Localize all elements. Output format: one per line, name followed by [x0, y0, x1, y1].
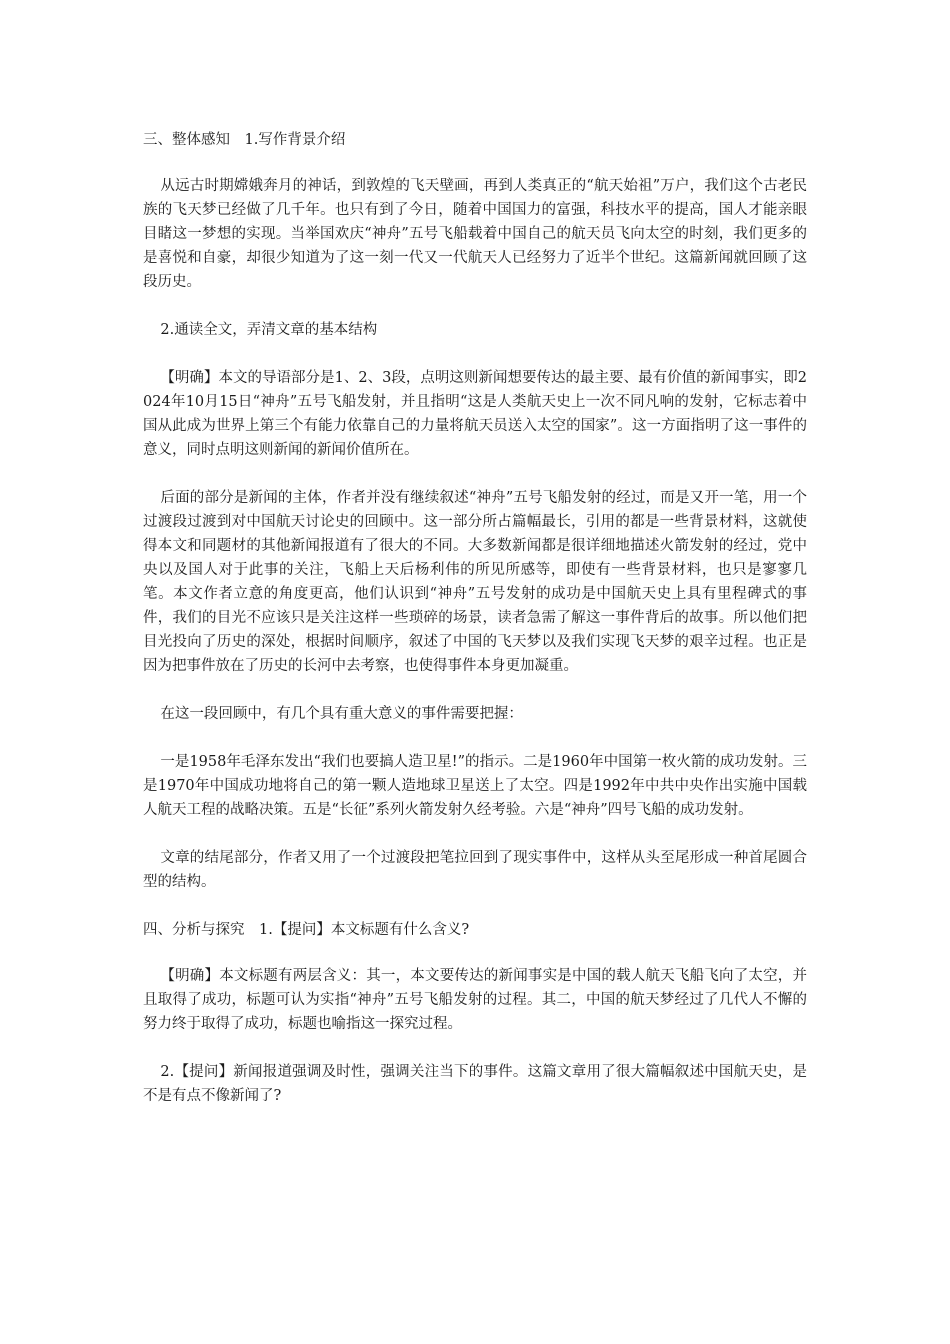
paragraph-question-two: 2.【提问】新闻报道强调及时性，强调关注当下的事件。这篇文章用了很大篇幅叙述中国航天史，是不是有点不像新闻了? — [143, 1064, 807, 1104]
section-heading-overall-perception: 三、整体感知 1.写作背景介绍 — [143, 132, 346, 148]
document-page — [143, 128, 807, 1132]
paragraph-lead-explanation: 【明确】本文的导语部分是1、2、3段，点明这则新闻想要传达的最主要、最有价值的新闻事实，即2024年10月15日“神舟”五号飞船发射，并且指明“这是人类航天史上一次不同凡响的发射，它标志着中国从此成为世界上第三个有能力依靠自己的力量将航天员送入太空的国家”。这一方面指明了这一事件的意义，同时点明这则新闻的新闻价值所在。 — [143, 370, 807, 458]
section-heading-analysis: 四、分析与探究 1.【提问】本文标题有什么含义? — [143, 922, 470, 938]
paragraph-ending-structure: 文章的结尾部分，作者又用了一个过渡段把笔拉回到了现实事件中，这样从头至尾形成一种首尾圆合型的结构。 — [143, 850, 807, 890]
paragraph-writing-background: 从远古时期嫦娥奔月的神话，到敦煌的飞天壁画，再到人类真正的“航天始祖”万户，我们这个古老民族的飞天梦已经做了几千年。也只有到了今日，随着中国国力的富强，科技水平的提高，国人才能亲眼目睹这一梦想的实现。当举国欢庆“神舟”五号飞船载着中国自己的航天员飞向太空的时刻，我们更多的是喜悦和自豪，却很少知道为了这一刻一代又一代航天人已经努力了近半个世纪。这篇新闻就回顾了这段历史。 — [143, 178, 807, 290]
paragraph-news-body: 后面的部分是新闻的主体，作者并没有继续叙述“神舟”五号飞船发射的经过，而是又开一笔，用一个过渡段过渡到对中国航天讨论史的回顾中。这一部分所占篇幅最长，引用的都是一些背景材料，这就使得本文和同题材的其他新闻报道有了很大的不同。大多数新闻都是很详细地描述火箭发射的经过，党中央以及国人对于此事的关注，飞船上天后杨利伟的所见所感等，即使有一些背景材料，也只是寥寥几笔。本文作者立意的角度更高，他们认识到“神舟”五号发射的成功是中国航天史上具有里程碑式的事件，我们的目光不应该只是关注这样一些琐碎的场景，读者急需了解这一事件背后的故事。所以他们把目光投向了历史的深处，根据时间顺序，叙述了中国的飞天梦以及我们实现飞天梦的艰辛过程。也正是因为把事件放在了历史的长河中去考察，也使得事件本身更加凝重。 — [143, 490, 807, 674]
paragraph-title-meaning: 【明确】本文标题有两层含义：其一，本文要传达的新闻事实是中国的载人航天飞船飞向了太空，并且取得了成功，标题可认为实指“神舟”五号飞船发射的过程。其二，中国的航天梦经过了几代人不懈的努力终于取得了成功，标题也喻指这一探究过程。 — [143, 968, 807, 1032]
paragraph-key-events-list: 一是1958年毛泽东发出“我们也要搞人造卫星!”的指示。二是1960年中国第一枚火箭的成功发射。三是1970年中国成功地将自己的第一颗人造地球卫星送上了太空。四是1992年中共中央作出实施中国载人航天工程的战略决策。五是“长征”系列火箭发射久经考验。六是“神舟”四号飞船的成功发射。 — [143, 754, 807, 818]
subheading-read-through: 2.通读全文，弄清文章的基本结构 — [160, 322, 378, 338]
paragraph-key-events-intro: 在这一段回顾中，有几个具有重大意义的事件需要把握： — [160, 706, 523, 722]
